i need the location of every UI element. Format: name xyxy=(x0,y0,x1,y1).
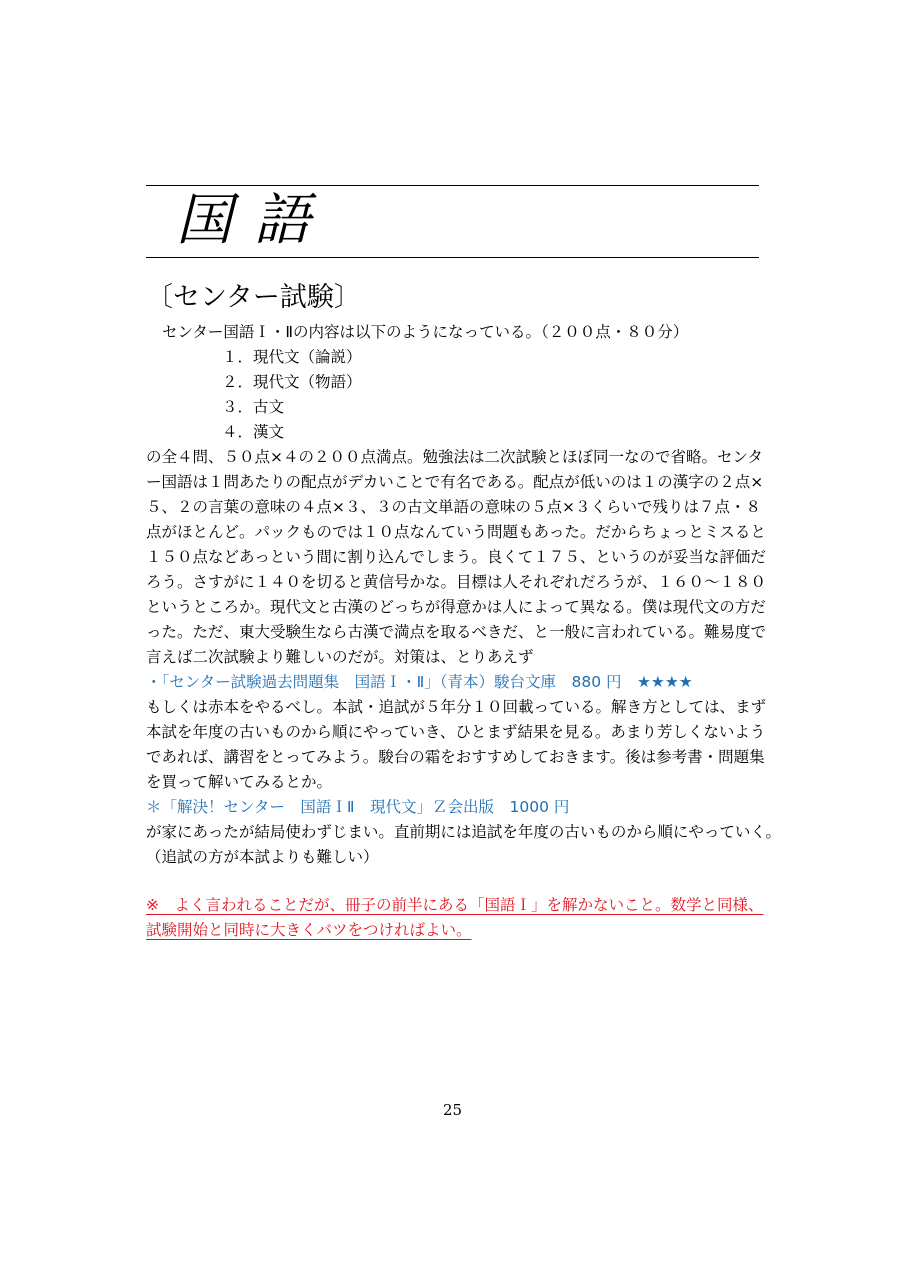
paragraph-line: が家にあったが結局使わずじまい。直前期には追試を年度の古いものから順にやっていく。 xyxy=(146,823,782,841)
list-item: ２．現代文（物語） xyxy=(222,373,362,391)
section-heading: 〔センター試験〕 xyxy=(146,282,361,313)
paragraph-line: ろう。さすがに１４０を切ると黄信号かな。目標は人それぞれだろうが、１６０～１８０ xyxy=(146,573,767,591)
list-item: １．現代文（論説） xyxy=(222,348,362,366)
paragraph-line: 本試を年度の古いものから順にやっていき、ひとまず結果を見る。あまり芳しくないよう xyxy=(146,723,766,741)
paragraph-line: を買って解いてみるとか。 xyxy=(146,773,333,791)
recommended-book: ・「センター試験過去問題集 国語Ｉ・Ⅱ」（青本）駿台文庫 880 円 ★★★★ xyxy=(146,673,693,691)
paragraph-line: の全４問、５０点×４の２００点満点。勉強法は二次試験とほぼ同一なので省略。センタ xyxy=(146,448,763,466)
page-number: 25 xyxy=(442,1101,463,1119)
list-item: ３．古文 xyxy=(222,398,285,416)
list-item: ４．漢文 xyxy=(222,423,285,441)
warning-note: 試験開始と同時に大きくバツをつければよい。 xyxy=(146,921,472,939)
warning-note: ※ よく言われることだが、冊子の前半にある「国語Ｉ」を解かないこと。数学と同様、 xyxy=(146,896,764,914)
title-rule-top xyxy=(146,185,759,186)
paragraph-line: った。ただ、東大受験生なら古漢で満点を取るべきだ、と一般に言われている。難易度で xyxy=(146,623,767,641)
intro-text: センター国語Ｉ・Ⅱの内容は以下のようになっている。（２００点・８０分） xyxy=(162,323,689,341)
paragraph-line: ー国語は１問あたりの配点がデカいことで有名である。配点が低いのは１の漢字の２点× xyxy=(146,473,764,491)
paragraph-line: 点がほとんど。パックものでは１０点なんていう問題もあった。だからちょっとミスると xyxy=(146,523,766,541)
paragraph-line: というところか。現代文と古漢のどっちが得意かは人によって異なる。僕は現代文の方だ xyxy=(146,598,766,616)
chapter-title: 国語 xyxy=(176,188,332,253)
paragraph-line: 言えば二次試験より難しいのだが。対策は、とりあえず xyxy=(146,648,534,666)
paragraph-line: ５、２の言葉の意味の４点×３、３の古文単語の意味の５点×３くらいで残りは７点・８ xyxy=(146,498,761,516)
paragraph-line: （追試の方が本試よりも難しい） xyxy=(146,848,379,866)
paragraph-line: １５０点などあっという間に割り込んでしまう。良くて１７５、というのが妥当な評価だ xyxy=(146,548,766,566)
recommended-book: ＊「解決！センター 国語ＩⅡ 現代文」Ｚ会出版 1000 円 xyxy=(146,798,570,816)
title-rule-bottom xyxy=(146,257,759,258)
paragraph-line: であれば、講習をとってみよう。駿台の霜をおすすめしておきます。後は参考書・問題集 xyxy=(146,748,765,766)
paragraph-line: もしくは赤本をやるべし。本試・追試が５年分１０回載っている。解き方としては、まず xyxy=(146,698,767,716)
